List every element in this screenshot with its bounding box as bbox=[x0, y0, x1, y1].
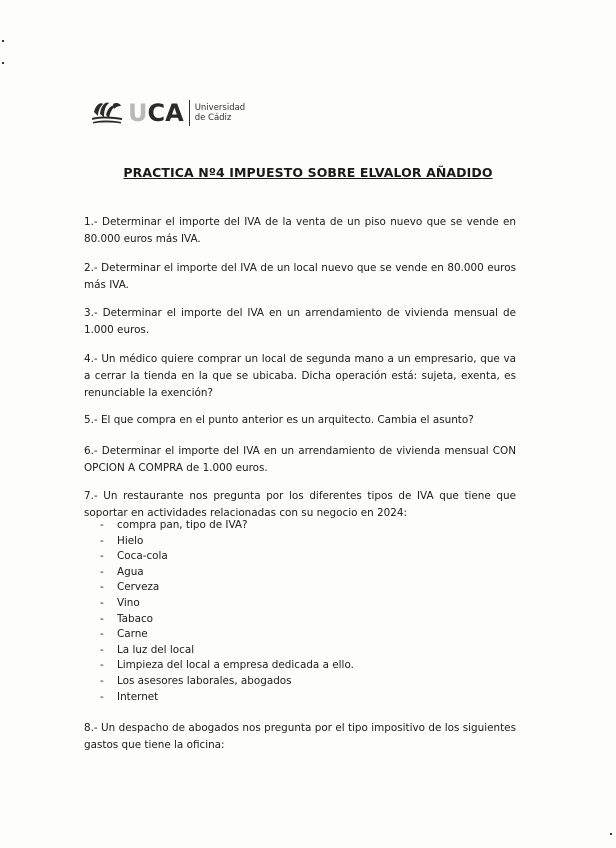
university-logo bbox=[90, 98, 245, 128]
question-6: 6.- Determinar el importe del IVA en un arrendamiento de vivienda mensual CON OPCION A COMPRA de 1.000 euros. bbox=[84, 445, 516, 474]
question-5: 5.- El que compra en el punto anterior es un arquitecto. Cambia el asunto? bbox=[84, 414, 474, 426]
question-4: 4.- Un médico quiere comprar un local de segunda mano a un empresario, que va a cerrar la tienda en la que se ubicaba. Dicha operación está: sujeta, exenta, es renunciable la exención? bbox=[84, 353, 516, 399]
question-7: 7.- Un restaurante nos pregunta por los diferentes tipos de IVA que tiene que soportar en actividades relacionadas con su negocio en 2024: bbox=[84, 490, 516, 519]
question-8: 8.- Un despacho de abogados nos pregunta por el tipo impositivo de los siguientes gastos que tiene la oficina: bbox=[84, 722, 516, 751]
question-1: 1.- Determinar el importe del IVA de la venta de un piso nuevo que se vende en 80.000 euros más IVA. bbox=[84, 216, 516, 245]
list-item: - Agua bbox=[100, 565, 144, 578]
list-item: - Internet bbox=[100, 690, 159, 703]
list-item: - Tabaco bbox=[100, 612, 154, 625]
wheat-sheaf-icon bbox=[90, 98, 124, 128]
logo-acronym: UCA bbox=[128, 99, 184, 127]
logo-university-name bbox=[195, 103, 246, 123]
list-item: - La luz del local bbox=[100, 643, 195, 656]
list-item: - Vino bbox=[100, 596, 140, 609]
list-item: - Cerveza bbox=[100, 581, 160, 594]
list-item: - Coca-cola bbox=[100, 550, 168, 563]
question-2: 2.- Determinar el importe del IVA de un local nuevo que se vende en 80.000 euros más IVA. bbox=[84, 262, 516, 291]
logo-line-1: Universidad bbox=[194, 103, 246, 113]
restaurant-items-list bbox=[100, 518, 354, 705]
scan-speck bbox=[2, 40, 4, 42]
question-3: 3.- Determinar el importe del IVA en un arrendamiento de vivienda mensual de 1.000 euros. bbox=[84, 307, 516, 336]
logo-divider bbox=[189, 100, 190, 126]
logo-line-2: de Cádiz bbox=[194, 113, 232, 123]
list-item: - Hielo bbox=[100, 534, 144, 547]
list-item: - Limpieza del local a empresa dedicada a ello. bbox=[100, 659, 354, 672]
page-title: PRACTICA Nº4 IMPUESTO SOBRE ELVALOR AÑADIDO bbox=[123, 165, 493, 180]
list-item: - compra pan, tipo de IVA? bbox=[100, 519, 248, 531]
list-item: - Carne bbox=[100, 628, 148, 641]
scan-speck bbox=[2, 62, 4, 64]
list-item: - Los asesores laborales, abogados bbox=[100, 674, 292, 687]
scan-speck bbox=[610, 833, 612, 835]
